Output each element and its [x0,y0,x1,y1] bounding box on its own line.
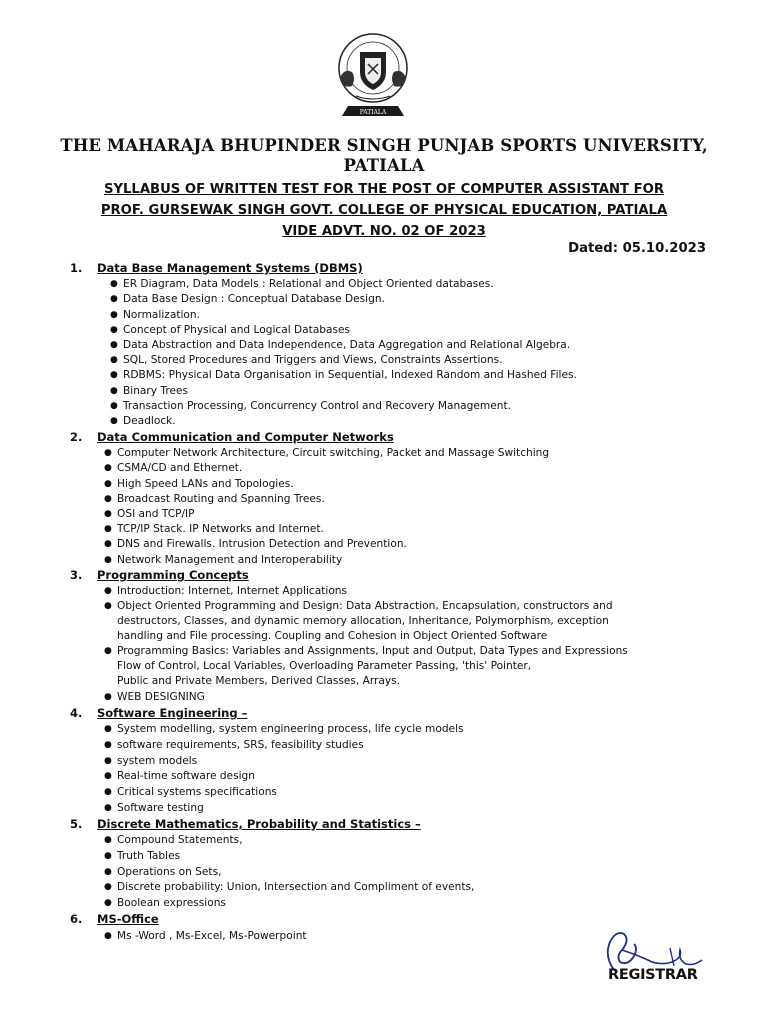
section-title: Discrete Mathematics, Probability and Statistics – [97,817,421,831]
university-logo [318,28,428,120]
bullet-icon: ● [104,931,112,941]
bullet-icon: ● [110,401,118,411]
bullet-icon: ● [104,882,112,892]
section-number: 3. [70,568,83,582]
bullet-icon: ● [110,310,118,320]
bullet-icon: ● [104,463,112,473]
bullet-icon: ● [110,279,118,289]
bullet-icon: ● [104,724,112,734]
bullet-icon: ● [104,646,112,656]
bullet-icon: ● [110,294,118,304]
bullet-icon: ● [104,787,112,797]
university-name [20,136,748,176]
section-title: Programming Concepts [97,568,249,582]
section-number: 6. [70,912,83,926]
bullet-icon: ● [104,692,112,702]
subtitle-line1: SYLLABUS OF WRITTEN TEST FOR THE POST OF COMPUTER ASSISTANT FOR [103,182,665,197]
bullet-icon: ● [104,601,112,611]
bullet-icon: ● [110,355,118,365]
section-title: Software Engineering – [97,706,248,720]
bullet-icon: ● [104,803,112,813]
bullet-icon: ● [104,756,112,766]
subtitle-line2: PROF. GURSEWAK SINGH GOVT. COLLEGE OF PHYSICAL EDUCATION, PATIALA [100,203,668,218]
bullet-icon: ● [104,524,112,534]
bullet-icon: ● [104,835,112,845]
bullet-icon: ● [104,494,112,504]
section-title: MS-Office [97,912,159,926]
subtitle-line3: VIDE ADVT. NO. 02 OF 2023 [282,224,486,239]
bullet-icon: ● [104,740,112,750]
bullet-icon: ● [110,416,118,426]
bullet-icon: ● [104,867,112,877]
bullet-icon: ● [104,898,112,908]
university-name-line1: THE MAHARAJA BHUPINDER SINGH PUNJAB SPORTS UNIVERSITY, [60,136,708,155]
section-title: Data Base Management Systems (DBMS) [97,261,363,275]
section-number: 5. [70,817,83,831]
bullet-icon: ● [104,771,112,781]
bullet-icon: ● [104,448,112,458]
bullet-icon: ● [104,479,112,489]
bullet-icon: ● [110,340,118,350]
svg-text:PATIALA: PATIALA [359,109,387,116]
section-title: Data Communication and Computer Networks [97,430,394,444]
bullet-icon: ● [110,325,118,335]
registrar-label: REGISTRAR [608,967,698,983]
bullet-icon: ● [104,509,112,519]
section-number: 1. [70,261,83,275]
bullet-icon: ● [104,539,112,549]
section-number: 4. [70,706,83,720]
bullet-icon: ● [104,586,112,596]
bullet-icon: ● [110,370,118,380]
section-number: 2. [70,430,83,444]
bullet-icon: ● [110,386,118,396]
bullet-icon: ● [104,851,112,861]
university-name-line2: PATIALA [343,156,425,175]
dated-label: Dated: 05.10.2023 [568,241,706,256]
bullet-icon: ● [104,555,112,565]
